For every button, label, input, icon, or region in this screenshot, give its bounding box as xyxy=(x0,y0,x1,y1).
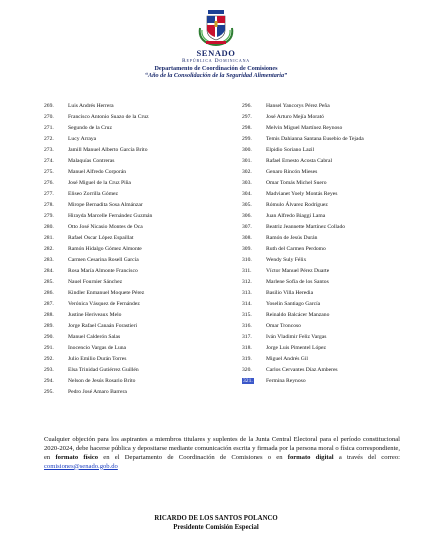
item-name: Temis Dahianna Santana Eusebio de Tejada xyxy=(266,136,364,142)
item-name: Jamill Manuel Alberto García Brito xyxy=(68,147,148,153)
item-name: Pedro José Amaro Barrera xyxy=(68,389,127,395)
item-number: 299. xyxy=(242,136,252,142)
list-item xyxy=(242,365,417,376)
item-number: 288. xyxy=(44,312,54,318)
item-name: Jorge Rafael Canaán Forastieri xyxy=(68,323,138,329)
item-name: Lucy Arraya xyxy=(68,136,97,142)
list-item xyxy=(242,222,417,233)
list-item xyxy=(44,134,219,145)
item-number: 298. xyxy=(242,125,252,131)
signature-block xyxy=(0,514,432,532)
item-name: Ramón Hidalgo Gómez Almonte xyxy=(68,246,142,252)
item-name: Manuel Calderón Salas xyxy=(68,334,121,340)
item-number: 302. xyxy=(242,169,252,175)
list-item xyxy=(44,255,219,266)
item-number: 281. xyxy=(44,235,54,241)
item-number: 305. xyxy=(242,202,252,208)
digital-format-text: formato digital xyxy=(287,453,334,461)
item-number: 269. xyxy=(44,103,54,109)
list-item xyxy=(242,101,417,112)
item-number xyxy=(242,376,266,387)
list-item xyxy=(242,189,417,200)
list-item xyxy=(242,244,417,255)
item-number: 290. xyxy=(44,334,54,340)
list-item xyxy=(242,266,417,277)
signatory-name: RICARDO DE LOS SANTOS POLANCO xyxy=(154,515,278,522)
list-item xyxy=(44,244,219,255)
list-item xyxy=(44,222,219,233)
item-number: 316. xyxy=(242,323,252,329)
item-name: Ramón de Jesús Durán xyxy=(266,235,318,241)
item-number: 315. xyxy=(242,312,252,318)
list-item xyxy=(242,354,417,365)
item-number: 284. xyxy=(44,268,54,274)
item-number: 318. xyxy=(242,345,252,351)
item-name: Omar Tomás Michel Suero xyxy=(266,180,327,186)
list-item xyxy=(44,321,219,332)
item-number: 291. xyxy=(44,345,54,351)
item-name: Carmen Cesarina Rosell García xyxy=(68,257,139,263)
item-name: Luis Andrés Herrera xyxy=(68,103,114,109)
physical-format-text: formato físico xyxy=(55,453,99,461)
item-number: 285. xyxy=(44,279,54,285)
item-name: Nelson de Jesús Rosario Brito xyxy=(68,378,136,384)
list-item xyxy=(242,134,417,145)
list-item xyxy=(44,178,219,189)
list-item xyxy=(44,200,219,211)
notice-text-1: Cualquier objeción para los aspirantes a miembros titulares y suplentes de la Junta Central Electoral para el período constitucional 2020-2024, debe hacerse pública y depositarse mediante comunicación escrita y firmada por la persona moral o física correspondiente, en xyxy=(44,435,400,461)
list-item xyxy=(44,376,219,387)
coat-of-arms-icon xyxy=(196,4,236,48)
year-motto: “Año de la Consolidación de la Seguridad Alimentaria” xyxy=(144,71,288,79)
item-number: 273. xyxy=(44,147,54,153)
item-number: 287. xyxy=(44,301,54,307)
item-number: 272. xyxy=(44,136,54,142)
item-name: Marlene Sofía de los Santos xyxy=(266,279,329,285)
item-name: Rosa María Almonte Francisco xyxy=(68,268,138,274)
item-number: 283. xyxy=(44,257,54,263)
item-name: Reinaldo Balcácer Manzano xyxy=(266,312,330,318)
item-name: Ruth del Carmen Perdomo xyxy=(266,246,326,252)
list-item xyxy=(44,299,219,310)
item-number: 295. xyxy=(44,389,54,395)
candidate-list-left xyxy=(44,101,219,398)
item-number: 312. xyxy=(242,279,252,285)
item-number: 278. xyxy=(44,202,54,208)
signatory-title: Presidente Comisión Especial xyxy=(173,524,259,531)
department-name: Departamento de Coordinación de Comisiones xyxy=(154,64,278,72)
item-name: Hansel Yancorys Pérez Peña xyxy=(266,103,330,109)
item-number: 307. xyxy=(242,224,252,230)
item-name: Hirayda Marcelle Fernández Guzmán xyxy=(68,213,153,219)
list-item xyxy=(242,343,417,354)
item-name: Rafael Ernesto Acosta Cabral xyxy=(266,158,333,164)
item-number: 301. xyxy=(242,158,252,164)
item-name: Fermina Reynoso xyxy=(266,378,306,384)
item-number: 297. xyxy=(242,114,252,120)
item-name: Nauel Fournier Sánchez xyxy=(68,279,123,285)
item-name: Manuel Alfredo Corporán xyxy=(68,169,127,175)
list-item xyxy=(44,332,219,343)
list-item xyxy=(44,266,219,277)
item-name: Carlos Cervantes Díaz Amberes xyxy=(266,367,338,373)
list-item xyxy=(44,277,219,288)
senate-name: SENADO xyxy=(196,48,236,58)
item-name: Eliseo Zorrilla Gómez xyxy=(68,191,119,197)
country-name: República Dominicana xyxy=(182,57,250,64)
item-number: 274. xyxy=(44,158,54,164)
list-item xyxy=(242,178,417,189)
list-item xyxy=(44,365,219,376)
item-name: Segundo de la Cruz xyxy=(68,125,112,131)
item-name: Yoselin Santiago García xyxy=(266,301,321,307)
item-name: Elpidio Soriano Lazil xyxy=(266,147,315,153)
list-item xyxy=(242,277,417,288)
list-item xyxy=(242,156,417,167)
item-name: Rómulo Álvarez Rodríguez xyxy=(266,202,328,208)
list-item xyxy=(242,211,417,222)
email-link[interactable]: comisiones@senado.gob.do xyxy=(44,462,118,470)
notice-text-2: en el Departamento de Coordinación de Comisiones o en xyxy=(98,453,288,461)
item-name: Iván Vladimir Feliz Vargas xyxy=(266,334,327,340)
item-number: 286. xyxy=(44,290,54,296)
notice-text-3: a través del correo: xyxy=(333,453,400,461)
list-item xyxy=(44,156,219,167)
item-number: 310. xyxy=(242,257,252,263)
item-name: Julio Emilio Durán Torres xyxy=(68,356,127,362)
list-item xyxy=(44,354,219,365)
item-number: 294. xyxy=(44,378,54,384)
list-item xyxy=(242,299,417,310)
list-item xyxy=(44,387,219,398)
item-number: 320. xyxy=(242,367,252,373)
item-number: 277. xyxy=(44,191,54,197)
item-number: 303. xyxy=(242,180,252,186)
objection-notice xyxy=(44,435,400,471)
item-number: 304. xyxy=(242,191,252,197)
list-item xyxy=(242,145,417,156)
item-number: 306. xyxy=(242,213,252,219)
candidate-list-right xyxy=(242,101,417,387)
item-name: Otto José Nicasio Montes de Oca xyxy=(68,224,143,230)
item-number: 317. xyxy=(242,334,252,340)
item-name: Miguel Andrés Gil xyxy=(266,356,308,362)
list-item xyxy=(44,233,219,244)
item-name: Mirope Bernadita Sosa Almánzar xyxy=(68,202,143,208)
item-number: 270. xyxy=(44,114,54,120)
letterhead xyxy=(0,4,432,79)
item-number: 289. xyxy=(44,323,54,329)
item-name: José Miguel de la Cruz Piña xyxy=(68,180,131,186)
item-name: Rafael Oscar López Espaillat xyxy=(68,235,134,241)
item-number: 292. xyxy=(44,356,54,362)
item-name: Omar Troncoso xyxy=(266,323,301,329)
item-name: Madvianet Yoely Montás Reyes xyxy=(266,191,338,197)
item-name: Elsa Trinidad Gutiérrez Guillén xyxy=(68,367,139,373)
item-name: Justine Heriveaux Melo xyxy=(68,312,122,318)
item-name: Verónica Vásquez de Fernández xyxy=(68,301,140,307)
item-number: 282. xyxy=(44,246,54,252)
list-item xyxy=(242,332,417,343)
item-number: 314. xyxy=(242,301,252,307)
item-number: 293. xyxy=(44,367,54,373)
list-item xyxy=(44,101,219,112)
item-name: Víctor Manuel Pérez Duarte xyxy=(266,268,330,274)
item-number: 319. xyxy=(242,356,252,362)
item-name: Jorge Luis Pimentel López xyxy=(266,345,327,351)
list-item xyxy=(242,255,417,266)
list-item xyxy=(242,376,417,387)
item-name: Wendy Suly Félix xyxy=(266,257,307,263)
item-name: Genaro Rincón Mieses xyxy=(266,169,318,175)
list-item xyxy=(44,288,219,299)
item-number: 311. xyxy=(242,268,252,274)
list-item xyxy=(44,145,219,156)
list-item xyxy=(44,211,219,222)
item-name: Francisco Antonio Suazo de la Cruz xyxy=(68,114,149,120)
list-item xyxy=(44,189,219,200)
list-item xyxy=(242,123,417,134)
list-item xyxy=(44,167,219,178)
list-item xyxy=(242,321,417,332)
item-name: José Arturo Mejía Morató xyxy=(266,114,324,120)
item-name: Kindler Enmanuel Moquete Pérez xyxy=(68,290,145,296)
item-number: 279. xyxy=(44,213,54,219)
item-number: 280. xyxy=(44,224,54,230)
item-number: 309. xyxy=(242,246,252,252)
item-name: Beatriz Jeannette Martínez Collado xyxy=(266,224,346,230)
list-item xyxy=(242,288,417,299)
item-number: 276. xyxy=(44,180,54,186)
list-item xyxy=(44,343,219,354)
item-name: Malaquías Contreras xyxy=(68,158,115,164)
list-item xyxy=(242,200,417,211)
item-number: 296. xyxy=(242,103,252,109)
list-item xyxy=(44,310,219,321)
list-item xyxy=(242,310,417,321)
list-item xyxy=(44,112,219,123)
item-number: 271. xyxy=(44,125,54,131)
item-name: Inocencio Vargas de Luna xyxy=(68,345,127,351)
list-item xyxy=(242,167,417,178)
item-name: Melvin Miguel Martínez Reynoso xyxy=(266,125,343,131)
item-number: 300. xyxy=(242,147,252,153)
list-item xyxy=(44,123,219,134)
item-number-highlight: 321. xyxy=(243,378,253,384)
list-item xyxy=(242,233,417,244)
list-item xyxy=(242,112,417,123)
item-number: 313. xyxy=(242,290,252,296)
item-name: Basilio Villa Heredia xyxy=(266,290,314,296)
item-name: Juan Alfredo Biaggi Lama xyxy=(266,213,326,219)
item-number: 275. xyxy=(44,169,54,175)
item-number: 308. xyxy=(242,235,252,241)
